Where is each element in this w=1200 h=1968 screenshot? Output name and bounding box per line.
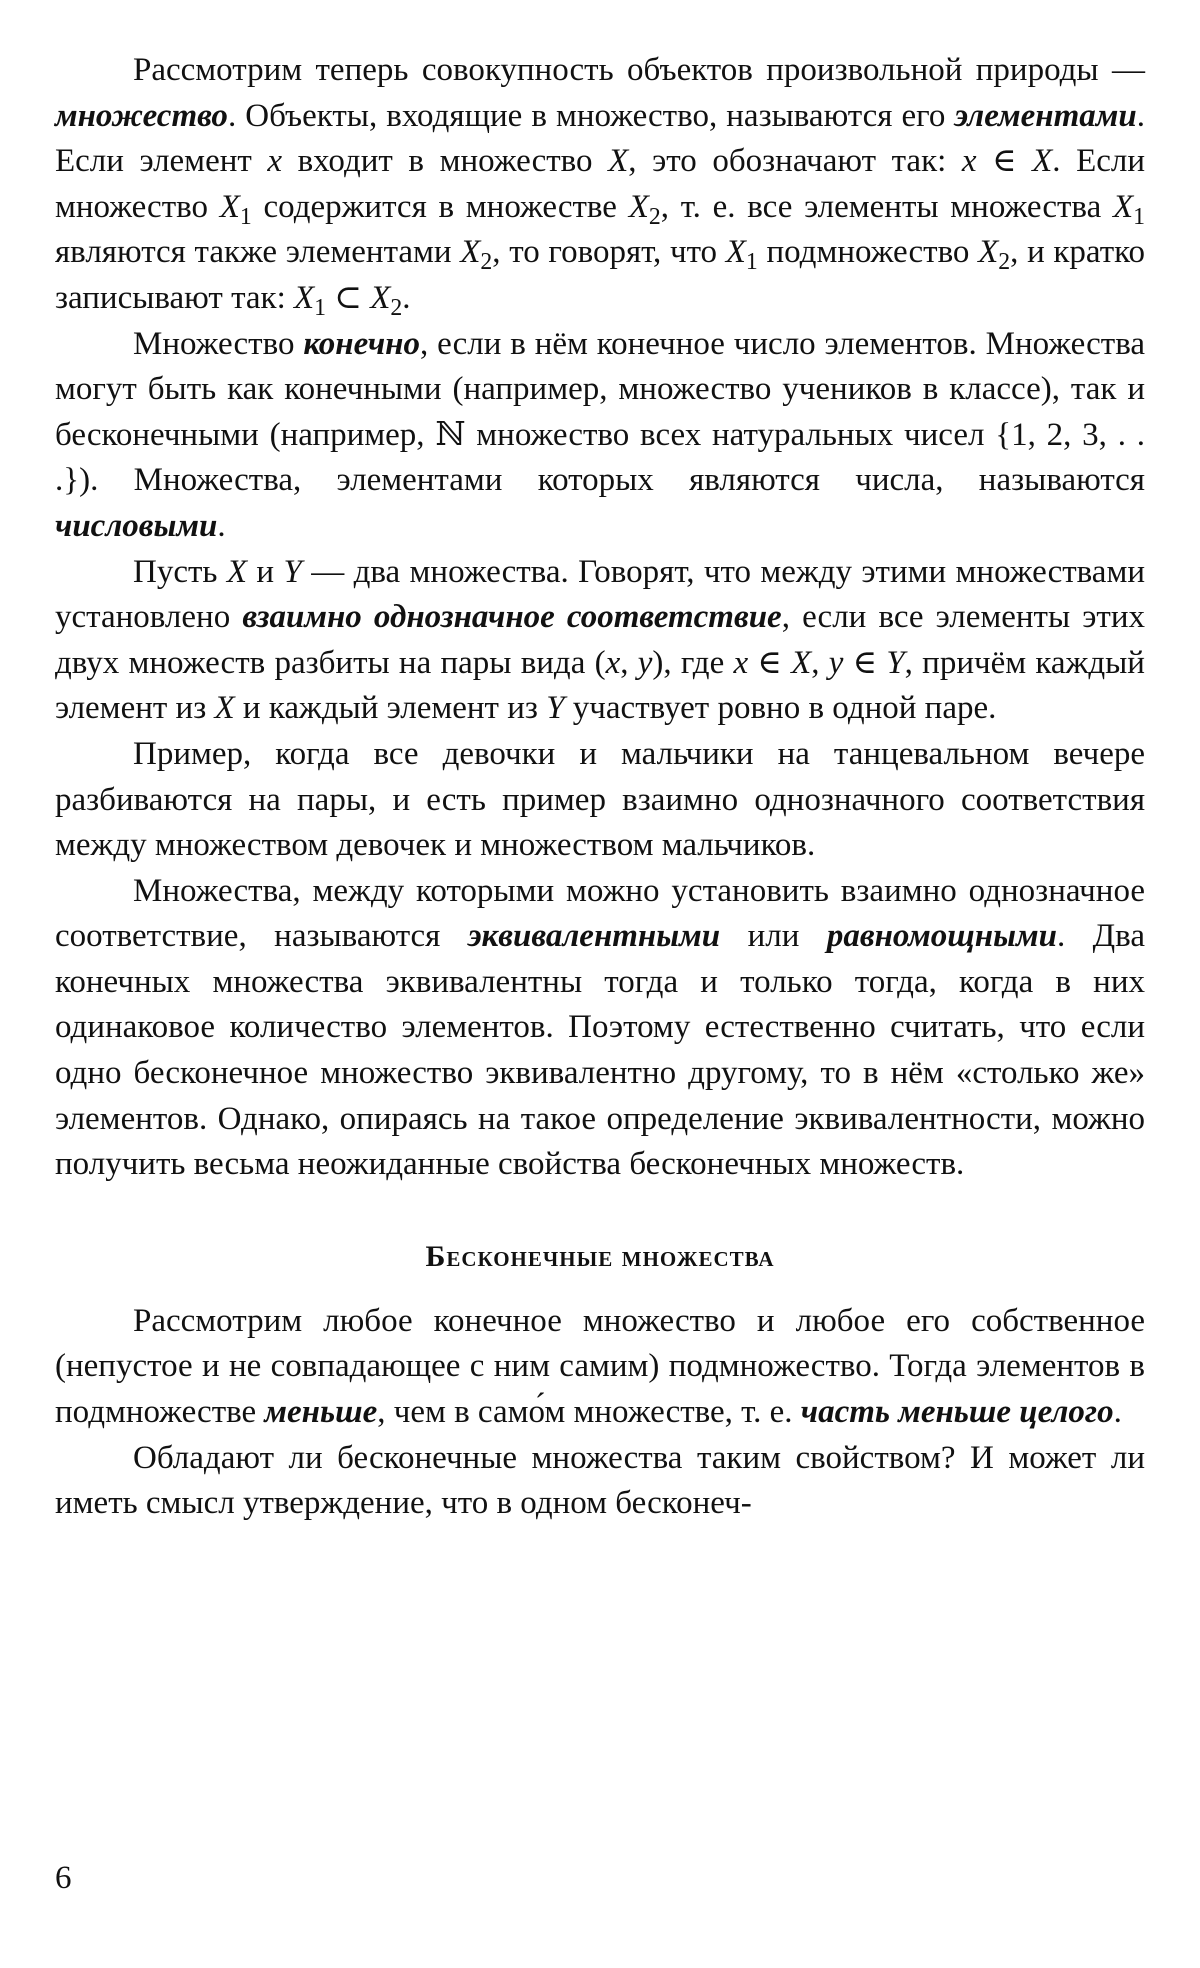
text-run: ∈ (748, 644, 792, 681)
emphasized-term: эквивалентными (467, 918, 721, 955)
text-run: , причём каждый элемент из (55, 644, 1145, 727)
text-run: — два множества. Говорят, что между этими множествами установлено (55, 553, 1145, 636)
math-variable: X (370, 279, 391, 316)
text-run: входит в множество (282, 143, 609, 180)
text-run: . Объекты, входящие в множество, называются его (227, 97, 955, 134)
emphasized-term: взаимно однозначное соответствие (242, 599, 782, 636)
text-run: подмножество (757, 234, 979, 271)
math-subscript: 1 (239, 203, 252, 230)
text-run: содержится в множестве (251, 188, 629, 225)
math-variable: x (961, 143, 977, 180)
text-run: и каждый элемент из (234, 690, 547, 727)
text-run: . Если элемент (55, 97, 1145, 180)
text-run: . Если множество (55, 143, 1146, 225)
text-run: Рассмотрим любое конечное множество и любое его собственное (непустое и не совпадающее с ним самим) подмножество. Тогда элементов в подмножестве (55, 1302, 1145, 1431)
math-variable: X (628, 188, 649, 225)
math-variable: Y (886, 644, 905, 681)
text-run: , и кратко записывают так: (55, 234, 1146, 316)
math-variable: X (608, 143, 629, 180)
math-variable: X (1112, 188, 1134, 225)
math-variable: X (460, 234, 481, 271)
math-variable: y (828, 644, 844, 681)
text-run: . (217, 507, 226, 544)
text-run: Множество (133, 325, 304, 362)
math-subscript: 1 (314, 295, 327, 322)
paragraph-p2 (55, 322, 1145, 550)
page-body (55, 48, 1145, 1527)
text-run: Пример, когда все девочки и мальчики на танцевальном вечере разбиваются на пары, и есть пример взаимно однозначного соответствия между множеством девочек и множеством мальчиков. (55, 735, 1145, 864)
page-number: 6 (55, 1860, 72, 1896)
text-run: , это обозначают так: (628, 143, 962, 180)
text-run: , то говорят, что (492, 234, 726, 271)
math-variable: X (725, 234, 746, 271)
emphasized-term: множество (55, 97, 228, 134)
math-subscript: 1 (1133, 203, 1145, 230)
paragraph-p4 (55, 732, 1145, 869)
math-variable: X (1032, 143, 1053, 180)
paragraph-p5 (55, 869, 1145, 1188)
section-title: Бесконечные множества (425, 1239, 775, 1273)
math-variable: Y (283, 553, 302, 590)
paragraph-p7 (55, 1436, 1145, 1527)
text-run: ⊂ (326, 279, 371, 316)
emphasized-term: элементами (954, 97, 1137, 134)
math-subscript: 1 (745, 249, 758, 276)
paragraphs-bottom (55, 1299, 1145, 1527)
text-run: , (811, 644, 829, 681)
emphasized-term: конечно (303, 325, 420, 362)
text-run: , т. е. все элементы множества (660, 188, 1113, 225)
math-subscript: 2 (648, 203, 661, 230)
text-run: , чем в само́м множестве, т. е. (377, 1394, 801, 1431)
emphasized-term: меньше (264, 1394, 378, 1431)
math-variable: x (605, 644, 621, 681)
math-variable: x (733, 644, 749, 681)
paragraphs-top (55, 48, 1145, 1188)
text-run: или (720, 918, 827, 955)
text-run: ), где (652, 644, 734, 681)
math-variable: X (219, 188, 240, 225)
text-run: Обладают ли бесконечные множества таким свойством? И может ли иметь смысл утверждение, что в одном бесконеч- (55, 1439, 1145, 1522)
paragraph-p1 (55, 48, 1145, 322)
math-variable: X (791, 644, 812, 681)
text-run: , если все элементы этих двух множеств разбиты на пары вида ( (55, 599, 1146, 681)
text-run: . (1113, 1394, 1122, 1431)
text-run: Рассмотрим теперь совокупность объектов произвольной природы — (133, 52, 1145, 88)
text-run: , (620, 644, 638, 681)
math-subscript: 2 (480, 249, 493, 276)
text-run: . Два конечных множества эквивалентны тогда и только тогда, когда в них одинаковое количество элементов. Поэтому естественно считать, что если одно бесконечное множество эквивалентно другому, то в нём «столько же» элементов. Однако, опираясь на такое определение эквивалентности, можно получить весьма неожиданные свойства бесконечных множеств. (55, 918, 1145, 1183)
text-run: ∈ (976, 143, 1033, 180)
text-run: участвует ровно в одной паре. (564, 690, 997, 727)
emphasized-term: числовыми (55, 507, 218, 544)
text-run: Пусть (133, 553, 227, 590)
text-run: , если в нём конечное число элементов. Множества могут быть как конечными (например, множество учеников в классе), так и бесконечными (например, ℕ множество всех натуральных чисел {1, 2, 3, . . .}). Множества, элементами которых являются числа, называются (55, 325, 1145, 499)
math-subscript: 2 (998, 249, 1011, 276)
text-run: . (402, 279, 411, 316)
math-variable: y (637, 644, 653, 681)
text-run: и (247, 553, 284, 590)
math-variable: X (294, 279, 315, 316)
paragraph-p3 (55, 550, 1145, 732)
math-subscript: 2 (390, 295, 403, 322)
emphasized-term: равномощными (826, 918, 1057, 955)
text-run: являются также элементами (55, 234, 461, 271)
math-variable: X (226, 553, 248, 590)
math-variable: x (267, 143, 283, 180)
math-variable: X (214, 690, 235, 727)
text-run: ∈ (843, 644, 887, 681)
paragraph-p6 (55, 1299, 1145, 1436)
text-run: Множества, между которыми можно установить взаимно однозначное соответствие, называются (55, 872, 1145, 955)
math-variable: Y (546, 690, 565, 727)
emphasized-term: часть меньше целого (800, 1394, 1114, 1431)
math-variable: X (978, 234, 999, 271)
